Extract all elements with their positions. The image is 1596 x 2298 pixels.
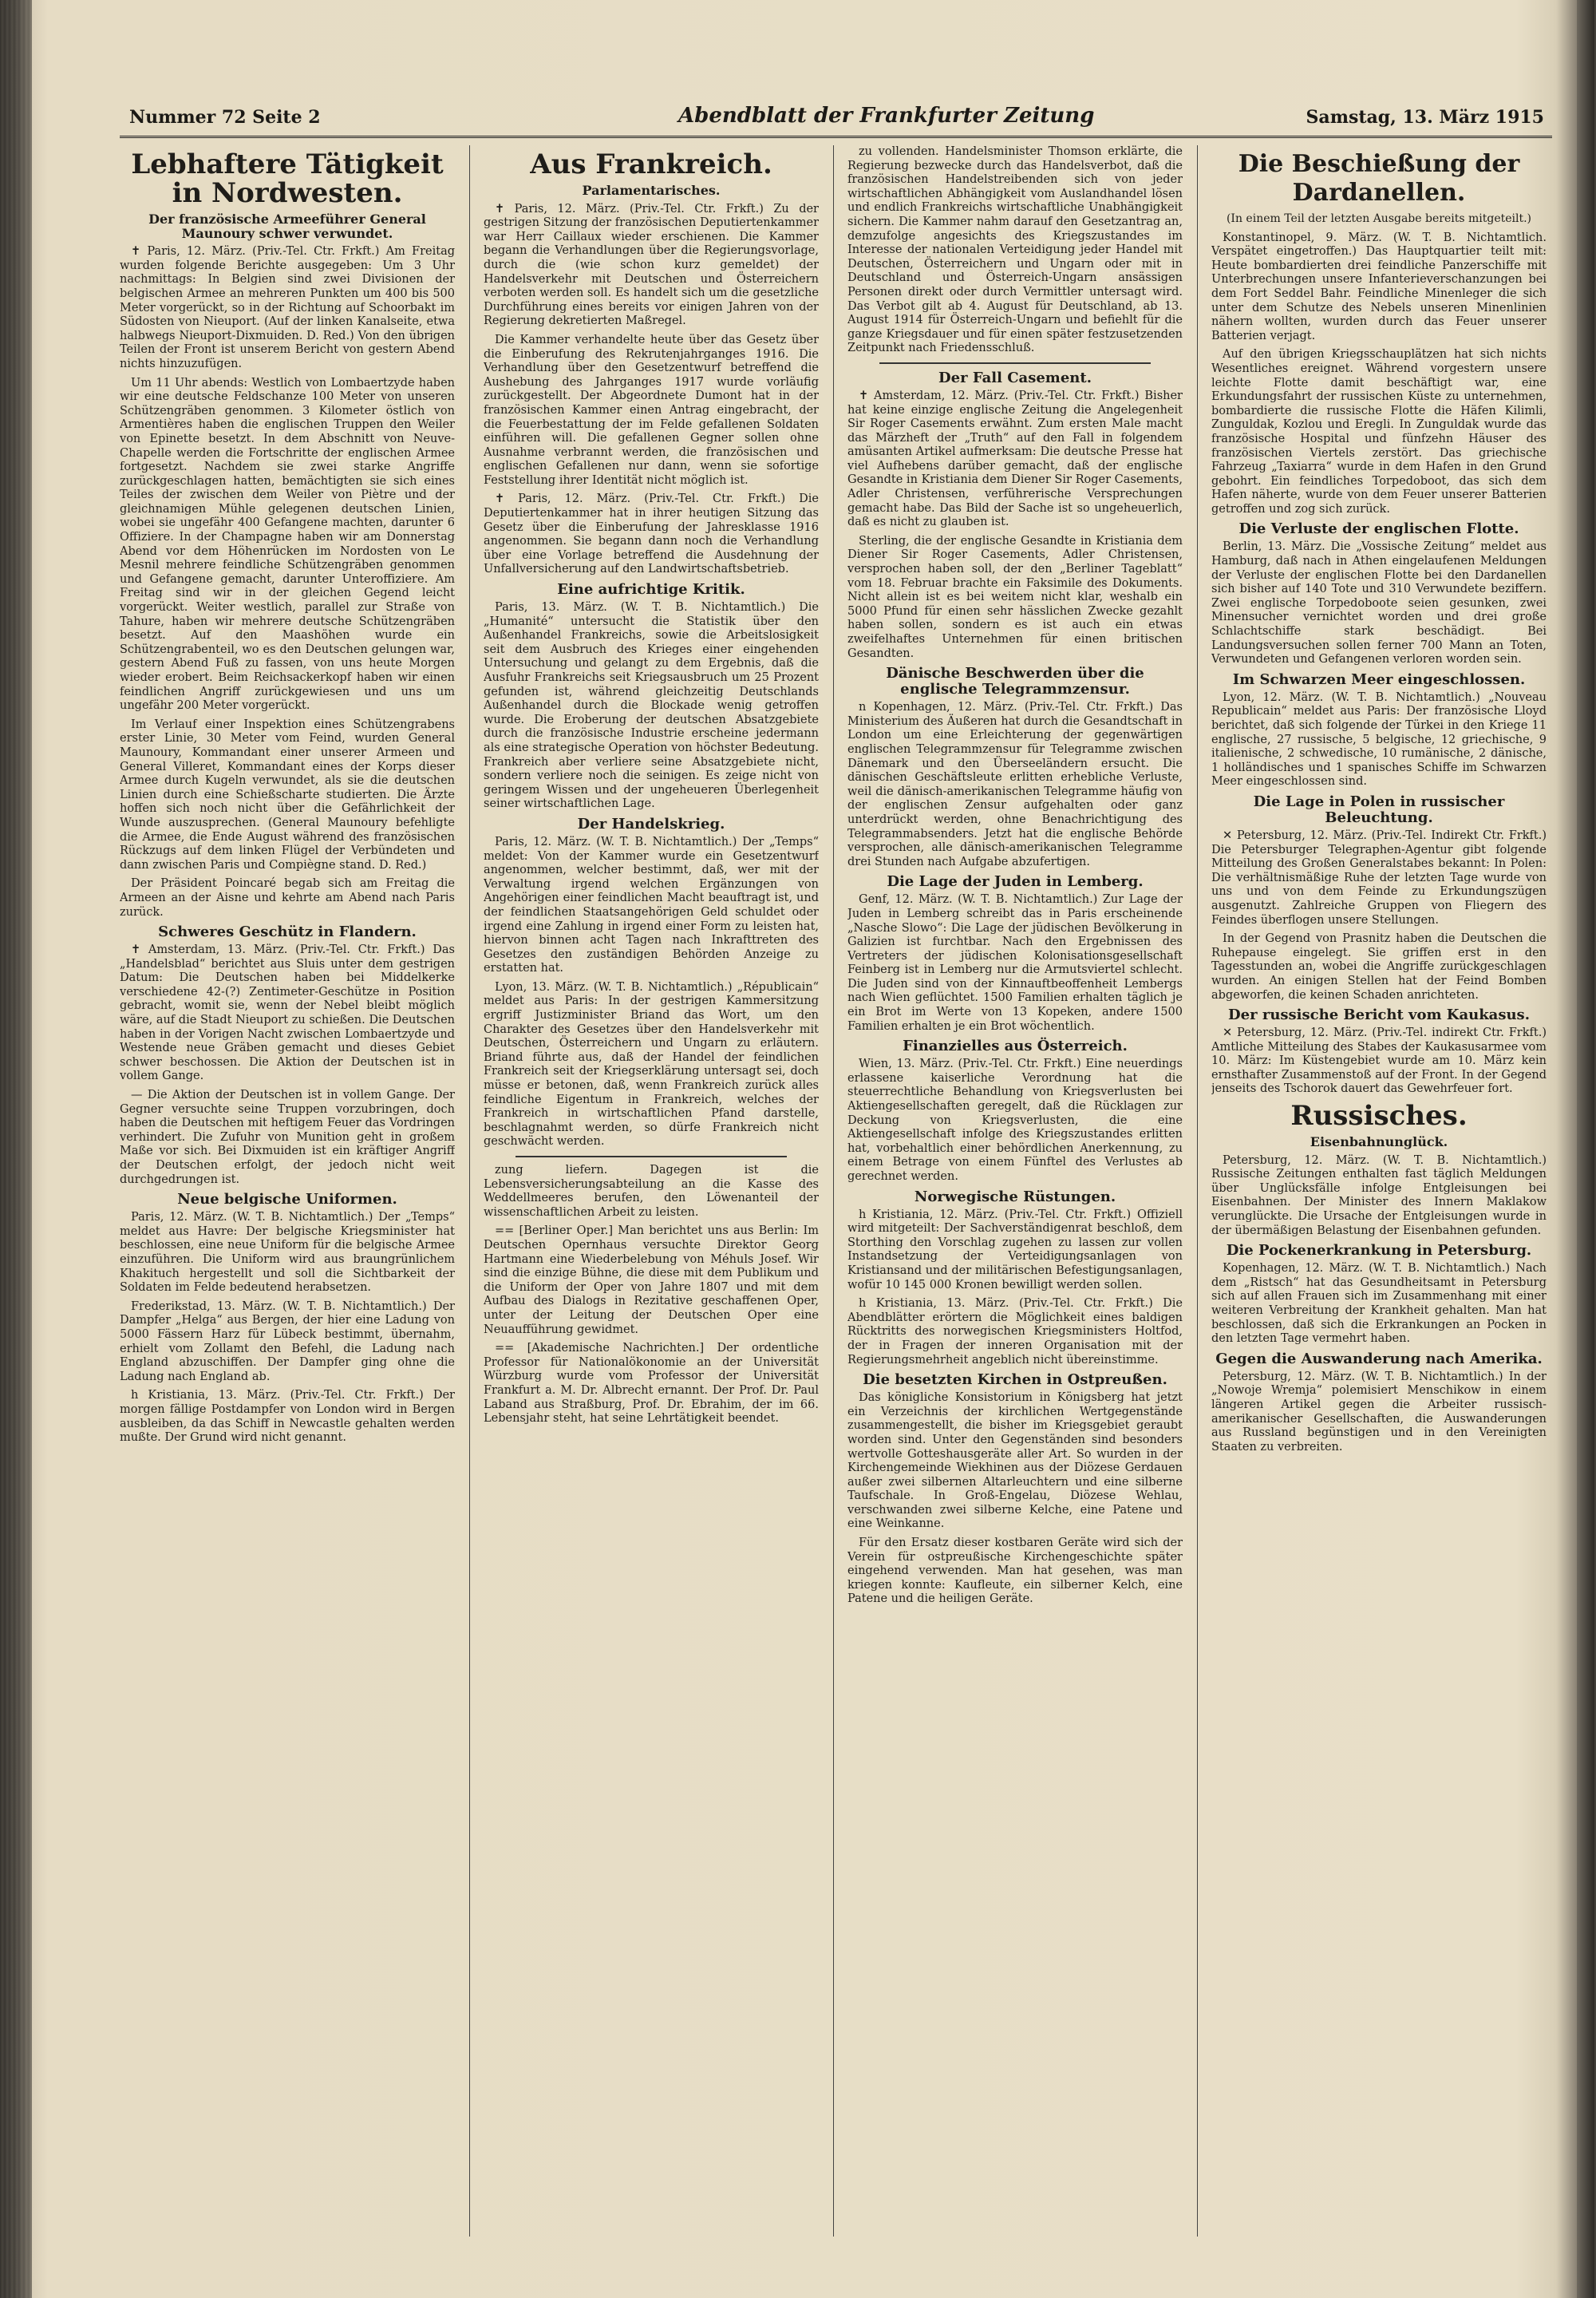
paragraph: Der Präsident Poincaré begab sich am Freitag die Armeen an der Aisne und kehrte am Abend nach Paris zurück. <box>120 877 455 919</box>
paragraph: h Kristiania, 13. März. (Priv.-Tel. Ctr. Frkft.) Der morgen fällige Postdampfer von London wird in Bergen ausbleiben, da das Schiff in Newcastle gehalten werden mußte. Der Grund wird nicht genannt. <box>120 1389 455 1445</box>
column-3 <box>847 145 1183 2237</box>
column-rule <box>1197 145 1198 2237</box>
headline-handelskrieg: Der Handelskrieg. <box>577 815 725 833</box>
paragraph: Für den Ersatz dieser kostbaren Geräte wird sich der Verein für ostpreußische Kirchengeschichte später eingehend verwenden. Man hat gesehen, was man kriegen konnte: Kaufleute, ein silberner Kelch, eine Patene und die heiligen Geräte. <box>847 1537 1183 1606</box>
paragraph: Konstantinopel, 9. März. (W. T. B. Nichtamtlich. Verspätet eingetroffen.) Das Hauptquartier teilt mit: Heute bombardierten drei feindliche Panzerschiffe mit Unterbrechungen unsere Infanterieverschanzungen bei dem Fort Seddel Bahr. Feindliche Minenleger die sich unter dem Schutze des Nebels unseren Minenlinien nähern wollten, wurden durch das Feuer unserer Batterien verjagt. <box>1211 231 1547 342</box>
book-gutter <box>0 0 32 2298</box>
headline-pocken: Die Pockenerkrankung in Petersburg. <box>1226 1242 1532 1260</box>
paragraph: h Kristiania, 13. März. (Priv.-Tel. Ctr. Frkft.) Die Abendblätter erörtern die Möglichkeit eines baldigen Rücktritts des norwegischen Kriegsministers Holtfod, der in Fragen der inneren Organisation mit der Regierungsmehrheit angeblich nicht übereinstimme. <box>847 1297 1183 1367</box>
paragraph: ✝ Paris, 12. März. (Priv.-Tel. Ctr. Frkft.) Die Deputiertenkammer hat in ihrer heutigen Sitzung das Gesetz über die Einberufung der Jahresklasse 1916 angenommen. Sie begann dann noch die Verhandlung über eine Vorlage betreffend die Ausdehnung der Unfallversicherung auf den Landwirtschaftsbetrieb. <box>484 492 819 576</box>
paragraph: Auf den übrigen Kriegsschauplätzen hat sich nichts Wesentliches ereignet. Während vorgestern unsere leichte Flotte damit beschäftigt war, eine Erkundungsfahrt der russischen Küste zu unternehmen, bombardierte die russische Flotte die Häfen Kilimli, Zunguldak, Kozlou und Eregli. In Zunguldak wurde das französische Hospital und fünfzehn Häuser des französischen Viertels zerstört. Das griechische Fahrzeug „Taxiarra“ wurde in dem Hafen in den Grund gebohrt. Ein feindliches Torpedoboot, das sich dem Hafen näherte, wurde von dem Feuer unserer Batterien getroffen und zog sich zurück. <box>1211 348 1547 516</box>
paragraph: Um 11 Uhr abends: Westlich von Lombaertzyde haben wir eine deutsche Feldschanze 100 Meter von unseren Schützengräben genommen. 3 Kilometer östlich von Armentières haben die englischen Truppen den Weiler von Epinette besetzt. In dem Abschnitt von Neuve-Chapelle werden die Fortschritte der englischen Armee fortgesetzt. Nachdem sie zwei starke Angriffe zurückgeschlagen hatten, bemächtigten sie sich eines Teiles der zwischen dem Weiler von Piètre und der gleichnamigen Mühle gelegenen deutschen Linien, wobei sie ungefähr 400 Gefangene machten, darunter 6 Offiziere. In der Champagne haben wir am Donnerstag Abend vor dem Höhenrücken im Nordosten von Le Mesnil mehrere feindliche Schützengräben genommen und Gefangene gemacht, darunter Unteroffiziere. Am Freitag sind wir in der gleichen Gegend leicht vorgerückt. Weiter westlich, parallel zur Straße von Tahure, haben wir mehrere deutsche Schützengräben besetzt. Auf den Maashöhen wurde ein Schützengrabenteil, wo es den Deutschen gelungen war, gestern Abend Fuß zu fassen, von uns heute Morgen wieder erobert. Beim Reichsackerkopf haben wir einen feindlichen Angriff zurückgewiesen und uns um ungefähr 200 Meter vorgerückt. <box>120 376 455 713</box>
headline-oesterreich: Finanzielles aus Österreich. <box>903 1038 1128 1055</box>
paragraph: ✕ Petersburg, 12. März. (Priv.-Tel. indirekt Ctr. Frkft.) Amtliche Mitteilung des Stabes der Kaukasusarmee vom 10. März: Im Küstengebiet wurde am 10. März kein ernsthafter Zusammenstoß auf der Front. In der Gegend jenseits des Tschorok dauert das Gewehrfeuer fort. <box>1211 1026 1547 1096</box>
paragraph: Paris, 13. März. (W. T. B. Nichtamtlich.) Die „Humanité“ untersucht die Statistik über den Außenhandel Frankreichs, sowie die Arbeitslosigkeit seit dem Ausbruch des Krieges einer eingehenden Untersuchung und gelangt zu dem Ergebnis, daß die Ausfuhr Frankreichs seit Kriegsausbruch um 25 Prozent gefunden ist, während gleichzeitig Deutschlands Außenhandel durch die Blockade wenig getroffen wurde. Die Eroberung der deutschen Absatzgebiete durch die französische Industrie erscheine jedermann als eine strategische Operation von höchster Bedeutung. Frankreich aber verliere seine Absatzgebiete nicht, sondern verliere noch die seinigen. Es zeige nicht von geringem Wissen und der ungeheueren Überlegenheit seiner wirtschaftlichen Lage. <box>484 601 819 811</box>
section-separator <box>516 1156 787 1157</box>
paragraph: Petersburg, 12. März. (W. T. B. Nichtamtlich.) In der „Nowoje Wremja“ polemisiert Menschikow in einem längeren Artikel gegen die Arbeiter russisch-amerikanischer Gesellschaften, die Auswanderungen aus Russland begünstigen und in den Vereinigten Staaten zu verbreiten. <box>1211 1370 1547 1454</box>
paragraph: Petersburg, 12. März. (W. T. B. Nichtamtlich.) Russische Zeitungen enthalten fast täglich Meldungen über Unglücksfälle infolge Entgleisungen bei Eisenbahnen. Der Minister des Innern Maklakow verunglückte. Die Ursache der Entgleisungen wurde in der übermäßigen Belastung der Eisenbahnen gefunden. <box>1211 1153 1547 1237</box>
paragraph: Lyon, 12. März. (W. T. B. Nichtamtlich.) „Nouveau Republicain“ meldet aus Paris: Der französische Lloyd berichtet, daß sich folgende der Türkei in den Kriege 11 englische, 27 russische, 5 belgische, 12 griechische, 9 italienische, 2 schwedische, 10 rumänische, 2 dänische, 1 holländisches und 1 spanisches Schiffe im Schwarzen Meer eingeschlossen sind. <box>1211 690 1547 789</box>
paragraph: In der Gegend von Prasnitz haben die Deutschen die Ruhepause eingelegt. Sie griffen erst in den Tagesstunden an, wobei die Angriffe zurückgeschlagen wurden. An einigen Stellen hat der Feind Bomben abgeworfen, die keinen Schaden anrichteten. <box>1211 932 1547 1002</box>
paragraph: zung liefern. Dagegen ist die Lebensversicherungsabteilung an die Kasse des Weddellmeeres berufen, den Löwenanteil der wissenschaftlichen Arbeit zu leisten. <box>484 1164 819 1219</box>
headline-kritik: Eine aufrichtige Kritik. <box>557 581 745 599</box>
subhead-note: (In einem Teil der letzten Ausgabe bereits mitgeteilt.) <box>1226 212 1532 225</box>
headline-polen: Die Lage in Polen in russischer Beleuchtung. <box>1253 793 1505 826</box>
paragraph: — Die Aktion der Deutschen ist in vollem Gange. Der Gegner versuchte seine Truppen vorzubringen, doch haben die Deutschen mit heftigem Feuer das Vordringen verhindert. Die Zufuhr von Munition geht in großem Maße vor sich. Bei Dixmuiden ist ein kräftiger Angriff der Deutschen erfolgt, der jedoch nicht weit durchgedrungen ist. <box>120 1089 455 1186</box>
newspaper-page <box>120 96 1552 2243</box>
paragraph: Frederikstad, 13. März. (W. T. B. Nichtamtlich.) Der Dampfer „Helga“ aus Bergen, der hier eine Ladung von 5000 Fässern Harz für Lübeck bestimmt, übernahm, erhielt vom Zollamt den Befehl, die Ladung nach England abzuschiffen. Der Dampfer ging ohne die Ladung nach England ab. <box>120 1299 455 1383</box>
headline-kaukasus: Der russische Bericht vom Kaukasus. <box>1228 1007 1530 1024</box>
column-2 <box>484 145 819 2237</box>
column-1 <box>120 145 455 2237</box>
paragraph: Das königliche Konsistorium in Königsberg hat jetzt ein Verzeichnis der kirchlichen Wertgegenstände zusammengestellt, die bisher im Kriegsgebiet geraubt worden sind. Unter den Gegenständen sind besonders wertvolle Gotteshausgeräte aller Art. So wurden in der Kirchengemeinde Wiekhinen aus der Diözese Gerdauen außer zwei silbernen Altarleuchtern und eine silberne Taufschale. In Groß-Engelau, Diözese Wehlau, verschwanden zwei silberne Kelche, eine Patene und eine Weinkanne. <box>847 1391 1183 1531</box>
paragraph: Berlin, 13. März. Die „Vossische Zeitung“ meldet aus Hamburg, daß nach in Athen eingelaufenen Meldungen der Verluste der englischen Flotte bei den Dardanellen sich bisher auf 140 Tote und 310 Verwundete beziffern. Zwei englische Torpedoboote seien gesunken, zwei Minensucher vernichtet worden und drei große Schlachtschiffe stark beschädigt. Bei Landungsversuchen sollen ferner 700 Mann an Toten, Verwundeten und Gefangenen verloren worden sein. <box>1211 540 1547 666</box>
paragraph: h Kristiania, 12. März. (Priv.-Tel. Ctr. Frkft.) Offiziell wird mitgeteilt: Der Sachverständigenrat beschloß, dem Storthing den Vorschlag zugehen zu lassen zur vollen Instandsetzung der Verteidigungsanlagen von Kristiansand und der militärischen Befestigungsanlagen, wofür 10 145 000 Kronen bewilligt werden sollen. <box>847 1208 1183 1291</box>
headline-nordwesten: Lebhaftere Tätigkeit in Nordwesten. <box>131 148 444 209</box>
headline-casement: Der Fall Casement. <box>938 369 1092 386</box>
headline-telegrammzensur: Dänische Beschwerden über die englische Telegrammzensur. <box>886 665 1144 698</box>
column-rule <box>833 145 834 2237</box>
paragraph: == [Akademische Nachrichten.] Der ordentliche Professor für Nationalökonomie an der Universität Würzburg wurde vom Professor der Universität Frankfurt a. M. Dr. Albrecht ernannt. Der Prof. Dr. Paul Laband aus Straßburg, Prof. Dr. Ebrahim, der im 66. Lebensjahr steht, hat seine Lehrtätigkeit beendet. <box>484 1342 819 1426</box>
paragraph: ✕ Petersburg, 12. März. (Priv.-Tel. Indirekt Ctr. Frkft.) Die Petersburger Telegraphen-Agentur gibt folgende Mitteilung des Großen Generalstabes bekannt: In Polen: Die verhältnismäßige Ruhe der letzten Tage wurde von uns und von dem Feinde zu Erkundungszügen ausgenutzt. Zahlreiche Gruppen von Fliegern des Feindes überflogen unsere Stellungen. <box>1211 829 1547 927</box>
paragraph: ✝ Amsterdam, 12. März. (Priv.-Tel. Ctr. Frkft.) Bisher hat keine einzige englische Zeitung die Angelegenheit Sir Roger Casements erwähnt. Zum ersten Male macht das Märzheft der „Truth“ auf den Fall in folgendem amüsanten Artikel aufmerksam: Die deutsche Presse hat viel Aufhebens darüber gemacht, daß der englische Gesandte in Kristiania dem Diener Sir Roger Casements, Adler Christensen, verführerische Versprechungen gemacht habe. Das Bild der Sache ist so ungeheuerlich, daß es nicht zu glauben ist. <box>847 389 1183 529</box>
headline-lemberg: Die Lage der Juden in Lemberg. <box>887 873 1144 891</box>
headline-uniformen: Neue belgische Uniformen. <box>177 1191 397 1208</box>
headline-auswanderung: Gegen die Auswanderung nach Amerika. <box>1215 1350 1543 1367</box>
masthead <box>120 96 1552 138</box>
headline-flotte: Die Verluste der englischen Flotte. <box>1238 520 1519 538</box>
column-rule <box>469 145 470 2237</box>
newspaper-title: Abendblatt der Frankfurter Zeitung <box>678 104 1095 128</box>
paragraph: ✝ Amsterdam, 13. März. (Priv.-Tel. Ctr. Frkft.) Das „Handelsblad“ berichtet aus Sluis unter dem gestrigen Datum: Die Deutschen haben bei Middelkerke verschiedene 42-(?) Zentimeter-Geschütze in Position gebracht, womit sie, wenn der Nebel bleibt möglich wäre, auf die Stadt Nieuport zu schießen. Die Deutschen haben in der Vorigen Nacht zwischen Lombaertzyde und Westende neue Gräben gemacht und dieses Gebiet schwer beschossen. Die Aktion der Deutschen ist in vollem Gange. <box>120 943 455 1083</box>
paragraph: Im Verlauf einer Inspektion eines Schützengrabens erster Linie, 30 Meter vom Feind, wurden General Maunoury, Kommandant einer unserer Armeen und General Villeret, Kommandant eines der Korps dieser Armee durch Kugeln verwundet, als sie die deutschen Linien durch eine Schießscharte studierten. Die Ärzte hoffen sich noch nicht über die Gefährlichkeit der Wunde auszusprechen. (General Maunoury befehligte die Armee, die Ende August während des französischen Rückzugs auf dem linken Flügel der Verbündeten und dann zwischen Paris und Compiègne stand. D. Red.) <box>120 718 455 872</box>
paragraph: Die Kammer verhandelte heute über das Gesetz über die Einberufung des Rekrutenjahrganges 1916. Die Verhandlung über den Gesetzentwurf betreffend die Aushebung des Jahrganges 1917 wurde vorläufig zurückgestellt. Der Abgeordnete Dumont hat in der französischen Kammer einen Antrag eingebracht, der die Feuerbestattung der im Felde gefallenen Soldaten einführen will. Die gefallenen Gegner sollen ohne Ausnahme verbrannt werden, die französischen und englischen Gefallenen nur dann, wenn sie sofortige Feststellung ihrer Identität nicht möglich ist. <box>484 333 819 487</box>
paragraph: Kopenhagen, 12. März. (W. T. B. Nichtamtlich.) Nach dem „Ristsch“ hat das Gesundheitsamt in Petersburg sich auf allen Frauen sich im Zusammenhang mit einer weiteren Verbreitung der Krankheit gehalten. Man hat beschlossen, daß sich die Erkrankungen an Pocken in den letzten Tage vermehrt haben. <box>1211 1262 1547 1346</box>
section-separator <box>879 362 1151 364</box>
issue-number: Nummer 72 Seite 2 <box>129 107 321 128</box>
paragraph: Sterling, die der englische Gesandte in Kristiania dem Diener Sir Roger Casements, Adler Christensen, versprochen haben soll, der den „Berliner Tageblatt“ vom 18. Februar brachte ein Faksimile des Dokuments. Nicht allein ist es bei weitem nicht klar, weshalb ein 5000 Pfund für einen sehr hässlichen Zwecke gezahlt haben sollen, sondern es ist auch ein etwas zweifelhaftes Unternehmen für einen britischen Gesandten. <box>847 534 1183 660</box>
headline-schwarzes-meer: Im Schwarzen Meer eingeschlossen. <box>1232 670 1526 688</box>
headline-ruestungen: Norwegische Rüstungen. <box>914 1188 1116 1205</box>
paragraph: Paris, 12. März. (W. T. B. Nichtamtlich.) Der „Temps“ meldet: Von der Kammer wurde ein Gesetzentwurf angenommen, welcher bestimmt, daß, wer mit der Verwaltung irgend welchen Ergänzungen von Angehörigen einer feindlichen Macht beauftragt ist, und der feindlichen Staatsangehörigen Geld schuldet oder irgend eine Zahlung in irgend einer Form zu leisten hat, hiervon binnen acht Tagen nach Inkrafttreten des Gesetzes den zuständigen Behörden Anzeige zu erstatten hat. <box>484 835 819 975</box>
paragraph: Lyon, 13. März. (W. T. B. Nichtamtlich.) „Républicain“ meldet aus Paris: In der gestrigen Kammersitzung ergriff Justizminister Briand das Wort, um den Charakter des Gesetzes über den Handelsverkehr mit Deutschen, Österreichern und Ungarn zu erläutern. Briand führte aus, daß der Handel der feindlichen Frankreich seit der Kriegserklärung untersagt sei, doch müsse er betonen, daß, wenn Frankreich zurück alles feindliche Eigentum in Frankreich, welches der Frankreich in wirtschaftlichen Pfand darstelle, beschlagnahmt werden, so dürfe Frankreich nicht geschwächt werden. <box>484 980 819 1149</box>
subhead-parlament: Parlamentarisches. <box>582 183 721 198</box>
paragraph: n Kopenhagen, 12. März. (Priv.-Tel. Ctr. Frkft.) Das Ministerium des Äußeren hat durch die Gesandtschaft in London um eine Erleichterung der gegenwärtigen englischen Telegrammzensur für Telegramme zwischen Dänemark und den Überseeländern ersucht. Die dänischen Geschäftsleute erlitten erhebliche Verluste, weil die dänisch-amerikanischen Telegramme häufig von der englischen Zensur aufgehalten oder ganz unterdrückt werden, ohne Benachrichtigung des Telegrammabsenders. Jetzt hat die englische Behörde versprochen, alle dänisch-amerikanischen Telegramme drei Stunden nach Aufgabe abzufertigen. <box>847 701 1183 868</box>
paragraph: == [Berliner Oper.] Man berichtet uns aus Berlin: Im Deutschen Opernhaus versuchte Direktor Georg Hartmann eine Wiederbelebung von Méhuls Josef. Wir sind die einzige Bühne, die diese mit dem Publikum und die Uniform der Oper von Jahre 1807 und mit dem Aufbau des Dialogs in Rezitative geschaffenen Oper, unter der Leitung der Deutschen Oper eine Neuaufführung gewidmet. <box>484 1224 819 1336</box>
headline-frankreich: Aus Frankreich. <box>530 148 772 180</box>
column-4 <box>1211 145 1547 2237</box>
headline-kirchen: Die besetzten Kirchen in Ostpreußen. <box>863 1371 1167 1389</box>
subhead-maunoury: Der französische Armeeführer General Maunoury schwer verwundet. <box>148 212 426 241</box>
headline-russisches: Russisches. <box>1290 1100 1468 1133</box>
paragraph: ✝ Paris, 12. März. (Priv.-Tel. Ctr. Frkft.) Zu der gestrigen Sitzung der französischen Deputiertenkammer war Herr Caillaux wieder erschienen. Die Kammer begann die Verhandlungen über die Regierungsvorlage, durch die (wie schon kurz gemeldet) der Handelsverkehr mit Deutschen und Österreichern verboten werden soll. Es handelt sich um die gesetzliche Durchführung eines bereits vor einigen Jahren von der Regierung dekretierten Maßregel. <box>484 202 819 328</box>
paragraph: Genf, 12. März. (W. T. B. Nichtamtlich.) Zur Lage der Juden in Lemberg schreibt das in Paris erscheinende „Nasche Slowo“: Die Lage der jüdischen Bevölkerung in Galizien ist furchtbar. Nach den Ergebnissen des Vertreters der jüdischen Kolonisationsgesellschaft Feinberg ist in Lemberg nur die Armutsviertel schlecht. Die Juden sind von der Kinnauftbeoffenheit Lembergs nach Wien geflüchtet. 1500 Familien erhalten täglich je ein Brot im Werte von 13 Kopeken, andere 1500 Familien erhalten je ein Brot wöchentlich. <box>847 893 1183 1033</box>
issue-date: Samstag, 13. März 1915 <box>1306 107 1544 128</box>
paragraph: ✝ Paris, 12. März. (Priv.-Tel. Ctr. Frkft.) Am Freitag wurden folgende Berichte ausgegeben: Um 3 Uhr nachmittags: In Belgien sind zwei Divisionen der belgischen Armee an mehreren Punkten um 400 bis 500 Meter vorgerückt, so in der Richtung auf Schoorbakt im Südosten von Nieuport. (Auf der linken Kanalseite, etwa halbwegs Nieuport-Dixmuiden. D. Red.) Von den übrigen Teilen der Front ist unserem Bericht von gestern Abend nichts hinzuzufügen. <box>120 245 455 370</box>
page-edge <box>1577 0 1594 2298</box>
subhead-eisenbahn: Eisenbahnunglück. <box>1310 1134 1448 1150</box>
paragraph: zu vollenden. Handelsminister Thomson erklärte, die Regierung bezwecke durch das Handelsverbot, daß die französischen Handelstreibenden sich von jeder wirtschaftlichen Abhängigkeit vom Auslandhandel lösen und endlich Frankreichs wirtschaftliche Unabhängigkeit sichern. Die Kammer nahm darauf den Gesetzantrag an, demzufolge angesichts des Kriegszustandes im Interesse der nationalen Verteidigung jeder Handel mit Deutschen, Österreichern und Ungarn oder mit in Deutschland und Österreich-Ungarn ansässigen Personen direkt oder durch Vermittler untersagt wird. Das Verbot gilt ab 4. August für Deutschland, ab 13. August 1914 für Österreich-Ungarn und befiehlt für die ganze Kriegsdauer und für einen später festzusetzenden Zeitpunkt nach Friedensschluß. <box>847 145 1183 355</box>
headline-geschuetz: Schweres Geschütz in Flandern. <box>158 924 417 941</box>
paragraph: Paris, 12. März. (W. T. B. Nichtamtlich.) Der „Temps“ meldet aus Havre: Der belgische Kriegsminister hat beschlossen, eine neue Uniform für die belgische Armee einzuführen. Die Uniform wird aus braungrünlichem Khakituch hergestellt und soll die Sichtbarkeit der Soldaten im Felde bedeutend herabsetzen. <box>120 1211 455 1295</box>
paragraph: Wien, 13. März. (Priv.-Tel. Ctr. Frkft.) Eine neuerdings erlassene kaiserliche Verordnung hat die steuerrechtliche Behandlung von Kriegsverlusten bei Aktiengesellschaften geregelt, daß die Rücklagen zur Deckung von Kriegsverlusten, die eine Aktiengesellschaft infolge des Kriegszustandes erlitten hat, vorbehaltlich einer behördlichen Anerkennung, zu einem Betrage von einem Fünftel des Verlustes ab gerechnet werden. <box>847 1058 1183 1183</box>
headline-dardanellen: Die Beschießung der Dardanellen. <box>1238 150 1520 207</box>
